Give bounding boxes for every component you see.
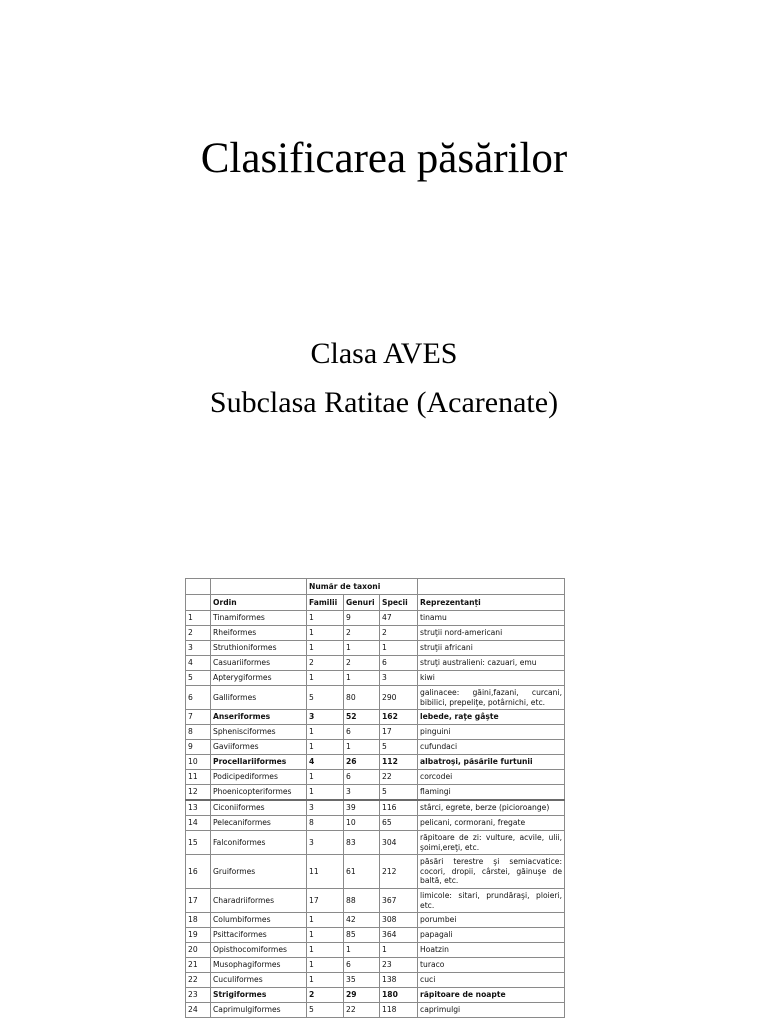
row-number-cell: 3 — [186, 641, 211, 656]
genuri-cell: 80 — [344, 686, 380, 710]
reprezentanti-cell: flamingi — [418, 785, 565, 801]
genuri-cell: 6 — [344, 958, 380, 973]
reprezentanti-cell: stârci, egrete, berze (picioroange) — [418, 800, 565, 816]
genuri-cell: 3 — [344, 785, 380, 801]
table-row — [186, 800, 565, 816]
genuri-cell: 39 — [344, 800, 380, 816]
familii-cell: 11 — [307, 855, 344, 889]
reprezentanti-cell: struţii africani — [418, 641, 565, 656]
ordin-cell: Sphenisciformes — [211, 725, 307, 740]
familii-cell: 4 — [307, 755, 344, 770]
genuri-cell: 35 — [344, 973, 380, 988]
ordin-cell: Podicipediformes — [211, 770, 307, 785]
specii-cell: 5 — [380, 785, 418, 801]
table-row — [186, 710, 565, 725]
table-row — [186, 816, 565, 831]
reprezentanti-cell: cufundaci — [418, 740, 565, 755]
reprezentanti-cell: păsări terestre şi semiacvatice: cocori, dropii, cârstei, găinuşe de baltă, etc. — [418, 855, 565, 889]
genuri-cell: 83 — [344, 831, 380, 855]
ordin-cell: Cuculiformes — [211, 973, 307, 988]
column-header-specii: Specii — [380, 595, 418, 611]
row-number-cell: 17 — [186, 889, 211, 913]
row-number-cell: 13 — [186, 800, 211, 816]
column-header-ordin: Ordin — [211, 595, 307, 611]
row-number-cell: 8 — [186, 725, 211, 740]
row-number-cell: 7 — [186, 710, 211, 725]
ordin-cell: Opisthocomiformes — [211, 943, 307, 958]
table-column-header-row — [186, 595, 565, 611]
table-header-cell — [418, 579, 565, 595]
genuri-cell: 9 — [344, 611, 380, 626]
table-row — [186, 611, 565, 626]
ordin-cell: Casuariiformes — [211, 656, 307, 671]
ordin-cell: Galliformes — [211, 686, 307, 710]
column-header-genuri: Genuri — [344, 595, 380, 611]
familii-cell: 17 — [307, 889, 344, 913]
familii-cell: 8 — [307, 816, 344, 831]
specii-cell: 212 — [380, 855, 418, 889]
genuri-cell: 1 — [344, 671, 380, 686]
specii-cell: 47 — [380, 611, 418, 626]
row-number-cell: 5 — [186, 671, 211, 686]
row-number-cell: 9 — [186, 740, 211, 755]
familii-cell: 3 — [307, 831, 344, 855]
row-number-cell: 20 — [186, 943, 211, 958]
reprezentanti-cell: albatroşi, păsările furtunii — [418, 755, 565, 770]
familii-cell: 1 — [307, 913, 344, 928]
table-row — [186, 671, 565, 686]
specii-cell: 3 — [380, 671, 418, 686]
familii-cell: 1 — [307, 740, 344, 755]
row-number-cell: 12 — [186, 785, 211, 801]
reprezentanti-cell: struţii nord-americani — [418, 626, 565, 641]
row-number-cell: 1 — [186, 611, 211, 626]
ordin-cell: Rheiformes — [211, 626, 307, 641]
genuri-cell: 52 — [344, 710, 380, 725]
familii-cell: 5 — [307, 1003, 344, 1018]
subtitle-subclass: Subclasa Ratitae (Acarenate) — [209, 386, 559, 419]
familii-cell: 3 — [307, 800, 344, 816]
ordin-cell: Columbiformes — [211, 913, 307, 928]
reprezentanti-cell: pelicani, cormorani, fregate — [418, 816, 565, 831]
familii-cell: 1 — [307, 725, 344, 740]
reprezentanti-cell: kiwi — [418, 671, 565, 686]
reprezentanti-cell: tinamu — [418, 611, 565, 626]
reprezentanti-cell: răpitoare de noapte — [418, 988, 565, 1003]
specii-cell: 5 — [380, 740, 418, 755]
ordin-cell: Phoenicopteriformes — [211, 785, 307, 801]
ordin-cell: Charadriiformes — [211, 889, 307, 913]
genuri-cell: 10 — [344, 816, 380, 831]
row-number-cell: 4 — [186, 656, 211, 671]
taxonomy-table — [185, 578, 565, 1018]
ordin-cell: Falconiformes — [211, 831, 307, 855]
table-row — [186, 656, 565, 671]
specii-cell: 116 — [380, 800, 418, 816]
genuri-cell: 6 — [344, 725, 380, 740]
column-header-familii: Familii — [307, 595, 344, 611]
taxonomy-table-container — [185, 578, 565, 1024]
table-row — [186, 855, 565, 889]
subtitle-class: Clasa AVES — [310, 337, 458, 370]
specii-cell: 1 — [380, 641, 418, 656]
reprezentanti-cell: galinacee: găini,fazani, curcani, bibilici, prepeliţe, potârnichi, etc. — [418, 686, 565, 710]
reprezentanti-cell: caprimulgi — [418, 1003, 565, 1018]
genuri-cell: 26 — [344, 755, 380, 770]
table-header-cell — [211, 579, 307, 595]
specii-cell: 22 — [380, 770, 418, 785]
table-row — [186, 770, 565, 785]
genuri-cell: 88 — [344, 889, 380, 913]
specii-cell: 304 — [380, 831, 418, 855]
row-number-cell: 21 — [186, 958, 211, 973]
row-number-cell: 23 — [186, 988, 211, 1003]
genuri-cell: 1 — [344, 943, 380, 958]
genuri-cell: 2 — [344, 656, 380, 671]
specii-cell: 162 — [380, 710, 418, 725]
ordin-cell: Procellariiformes — [211, 755, 307, 770]
reprezentanti-cell: pinguini — [418, 725, 565, 740]
familii-cell: 2 — [307, 656, 344, 671]
familii-cell: 1 — [307, 611, 344, 626]
taxonomy-table-body — [186, 579, 565, 1018]
page-title: Clasificarea păsărilor — [200, 135, 568, 182]
row-number-cell: 11 — [186, 770, 211, 785]
table-header-cell — [186, 579, 211, 595]
row-number-cell: 10 — [186, 755, 211, 770]
reprezentanti-cell: lebede, raţe gâşte — [418, 710, 565, 725]
familii-cell: 1 — [307, 626, 344, 641]
ordin-cell: Anseriformes — [211, 710, 307, 725]
table-row — [186, 1003, 565, 1018]
table-row — [186, 973, 565, 988]
table-row — [186, 913, 565, 928]
row-number-cell: 15 — [186, 831, 211, 855]
ordin-cell: Tinamiformes — [211, 611, 307, 626]
ordin-cell: Ciconiiformes — [211, 800, 307, 816]
ordin-cell: Strigiformes — [211, 988, 307, 1003]
genuri-cell: 29 — [344, 988, 380, 1003]
genuri-cell: 61 — [344, 855, 380, 889]
table-group-header: Număr de taxoni — [307, 579, 418, 595]
familii-cell: 1 — [307, 671, 344, 686]
specii-cell: 367 — [380, 889, 418, 913]
table-row — [186, 785, 565, 801]
table-row — [186, 943, 565, 958]
specii-cell: 23 — [380, 958, 418, 973]
genuri-cell: 1 — [344, 740, 380, 755]
row-number-cell: 24 — [186, 1003, 211, 1018]
genuri-cell: 22 — [344, 1003, 380, 1018]
ordin-cell: Psittaciformes — [211, 928, 307, 943]
reprezentanti-cell: struţi australieni: cazuari, emu — [418, 656, 565, 671]
ordin-cell: Gaviiformes — [211, 740, 307, 755]
table-row — [186, 641, 565, 656]
table-row — [186, 928, 565, 943]
familii-cell: 1 — [307, 958, 344, 973]
row-number-cell: 14 — [186, 816, 211, 831]
table-row — [186, 889, 565, 913]
row-number-cell: 19 — [186, 928, 211, 943]
ordin-cell: Gruiformes — [211, 855, 307, 889]
table-group-header-row — [186, 579, 565, 595]
familii-cell: 1 — [307, 641, 344, 656]
reprezentanti-cell: turaco — [418, 958, 565, 973]
row-number-cell: 18 — [186, 913, 211, 928]
familii-cell: 5 — [307, 686, 344, 710]
genuri-cell: 2 — [344, 626, 380, 641]
familii-cell: 3 — [307, 710, 344, 725]
row-number-cell: 2 — [186, 626, 211, 641]
familii-cell: 1 — [307, 770, 344, 785]
specii-cell: 2 — [380, 626, 418, 641]
familii-cell: 1 — [307, 973, 344, 988]
genuri-cell: 1 — [344, 641, 380, 656]
specii-cell: 290 — [380, 686, 418, 710]
familii-cell: 1 — [307, 943, 344, 958]
familii-cell: 1 — [307, 928, 344, 943]
table-row — [186, 831, 565, 855]
specii-cell: 308 — [380, 913, 418, 928]
reprezentanti-cell: papagali — [418, 928, 565, 943]
ordin-cell: Caprimulgiformes — [211, 1003, 307, 1018]
specii-cell: 180 — [380, 988, 418, 1003]
genuri-cell: 42 — [344, 913, 380, 928]
ordin-cell: Musophagiformes — [211, 958, 307, 973]
reprezentanti-cell: porumbei — [418, 913, 565, 928]
reprezentanti-cell: răpitoare de zi: vulture, acvile, ulii, şoimi,ereţi, etc. — [418, 831, 565, 855]
ordin-cell: Struthioniformes — [211, 641, 307, 656]
specii-cell: 138 — [380, 973, 418, 988]
table-header-cell — [186, 595, 211, 611]
ordin-cell: Apterygiformes — [211, 671, 307, 686]
table-row — [186, 988, 565, 1003]
table-row — [186, 725, 565, 740]
table-row — [186, 686, 565, 710]
reprezentanti-cell: cuci — [418, 973, 565, 988]
specii-cell: 112 — [380, 755, 418, 770]
row-number-cell: 16 — [186, 855, 211, 889]
specii-cell: 65 — [380, 816, 418, 831]
table-row — [186, 958, 565, 973]
table-row — [186, 740, 565, 755]
specii-cell: 364 — [380, 928, 418, 943]
genuri-cell: 6 — [344, 770, 380, 785]
table-row — [186, 755, 565, 770]
specii-cell: 6 — [380, 656, 418, 671]
specii-cell: 1 — [380, 943, 418, 958]
row-number-cell: 22 — [186, 973, 211, 988]
ordin-cell: Pelecaniformes — [211, 816, 307, 831]
table-row — [186, 626, 565, 641]
genuri-cell: 85 — [344, 928, 380, 943]
reprezentanti-cell: corcodei — [418, 770, 565, 785]
reprezentanti-cell: limicole: sitari, prundăraşi, ploieri, etc. — [418, 889, 565, 913]
specii-cell: 118 — [380, 1003, 418, 1018]
specii-cell: 17 — [380, 725, 418, 740]
row-number-cell: 6 — [186, 686, 211, 710]
column-header-reprezentanti: Reprezentanți — [418, 595, 565, 611]
reprezentanti-cell: Hoatzin — [418, 943, 565, 958]
familii-cell: 1 — [307, 785, 344, 801]
familii-cell: 2 — [307, 988, 344, 1003]
